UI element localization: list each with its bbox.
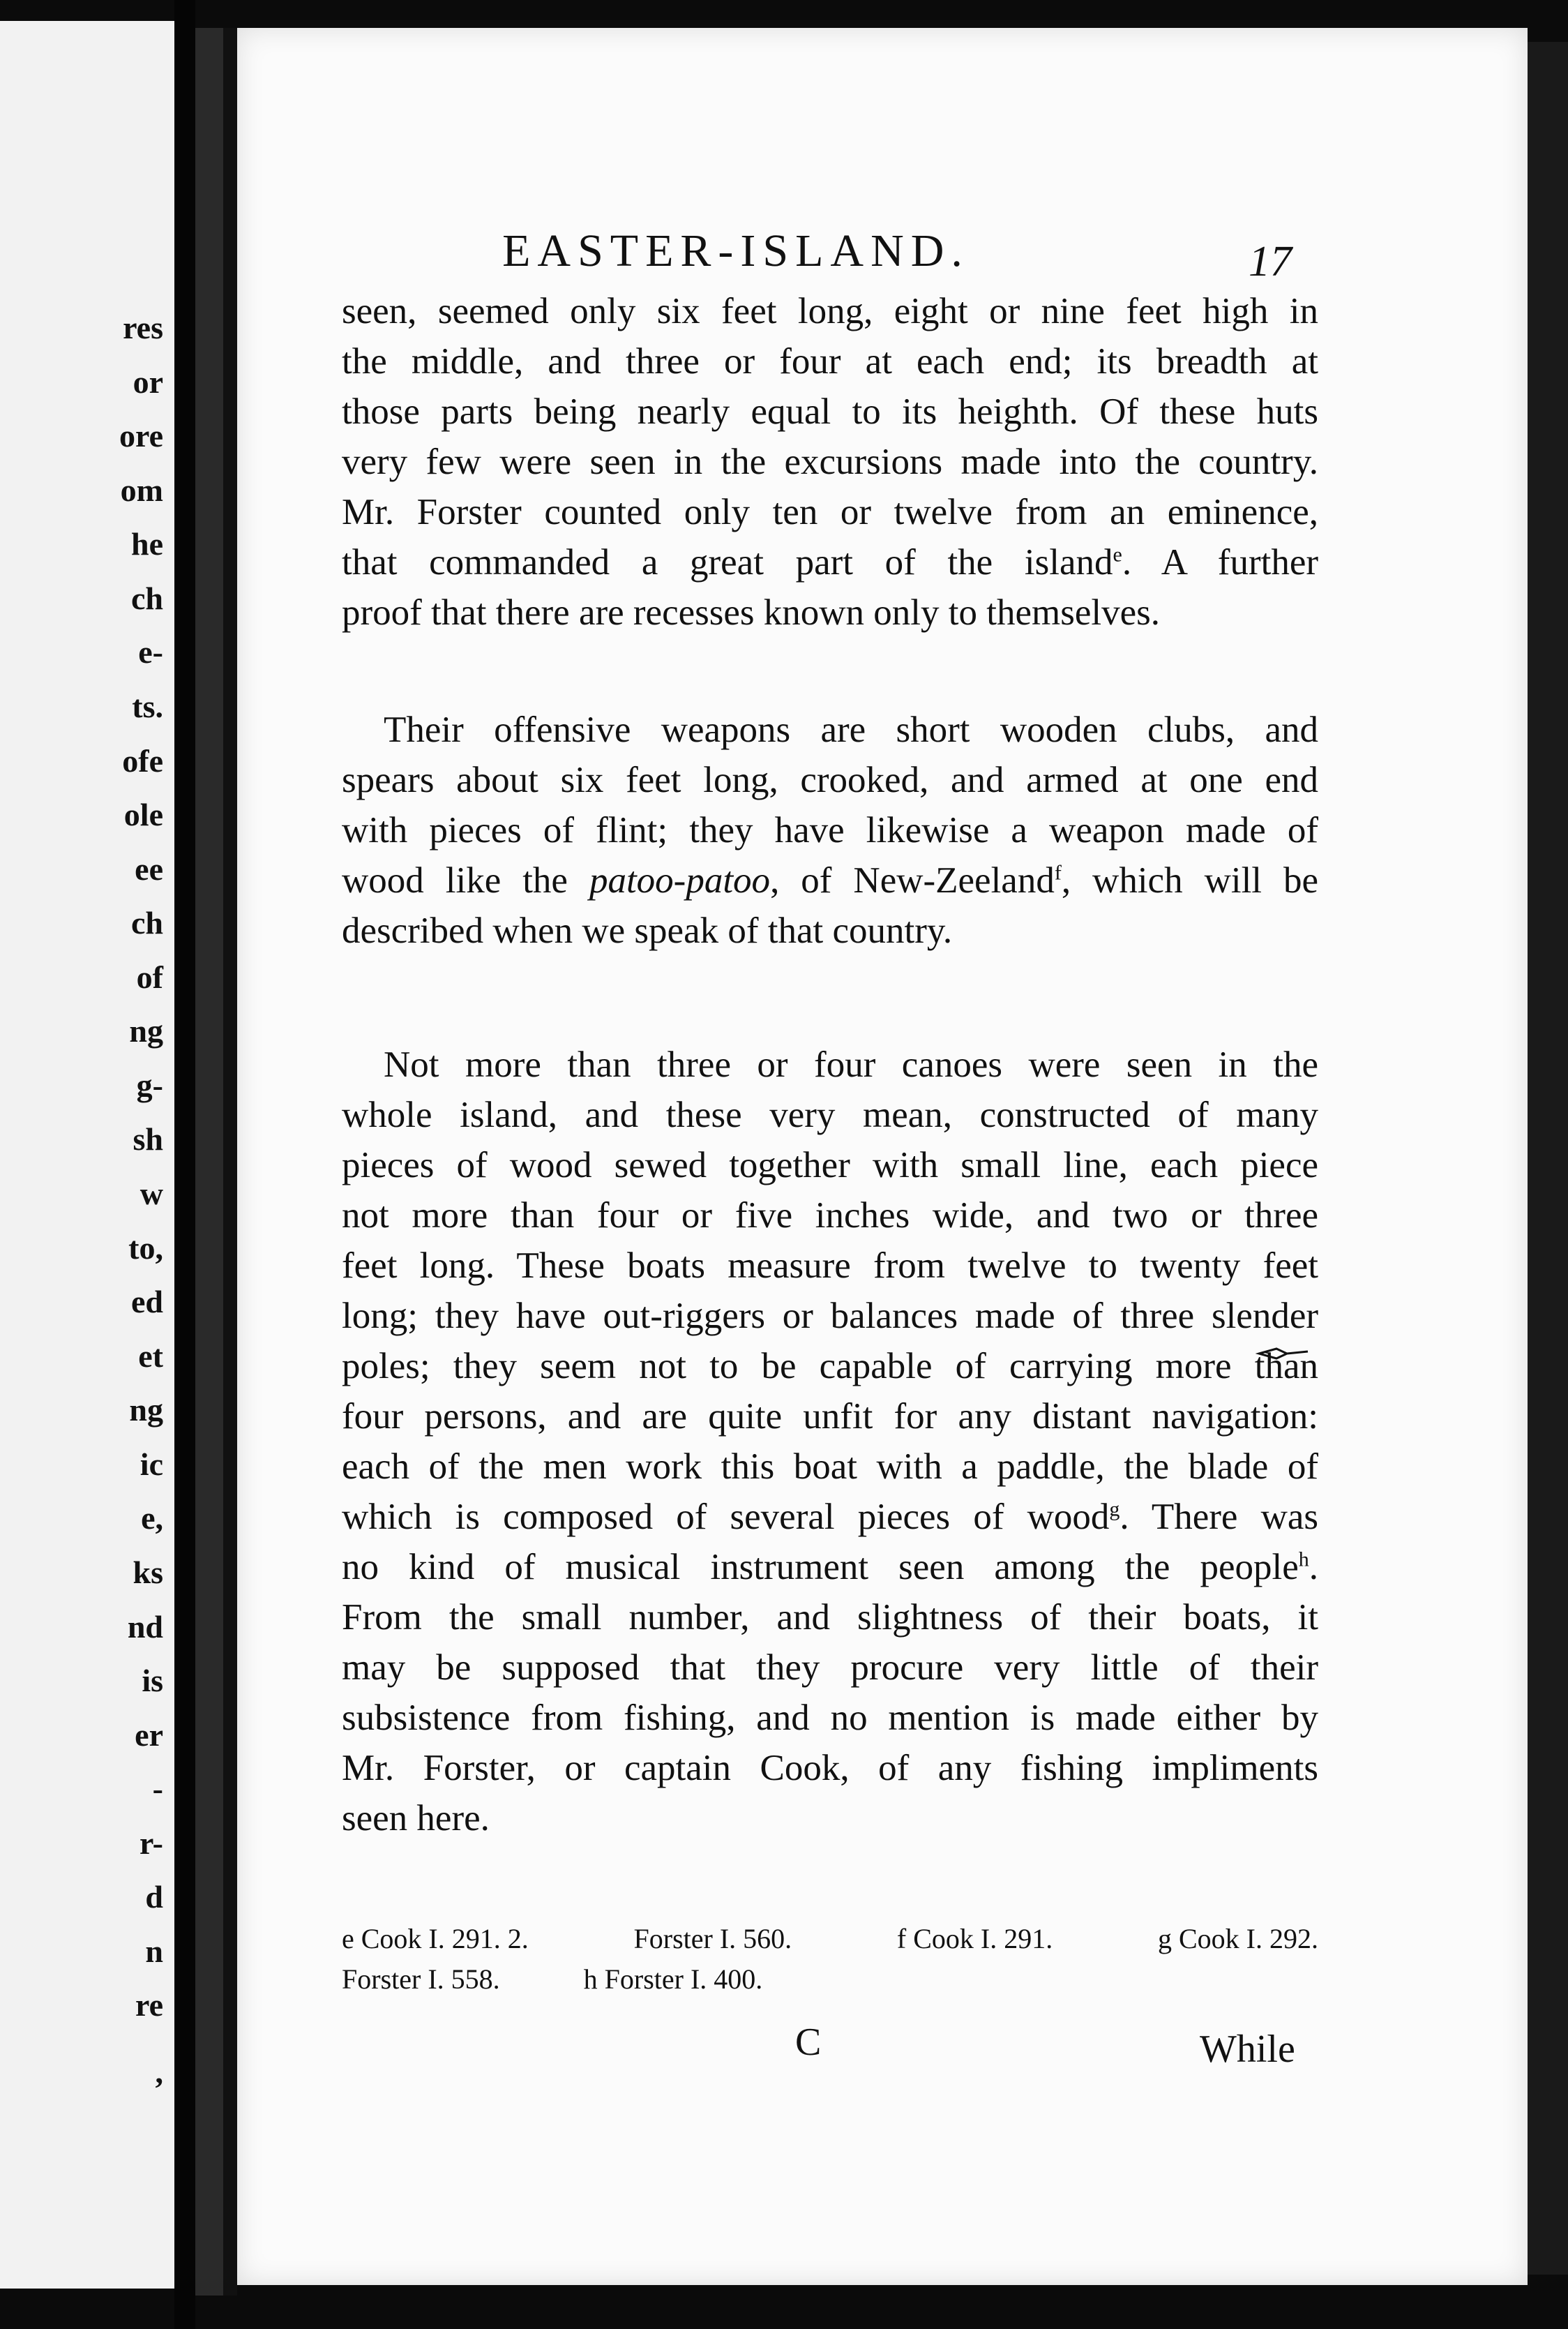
previous-page-fragment: or <box>133 364 163 400</box>
footnote: Forster I. 560. <box>633 1923 792 1954</box>
text-line: not more than four or five inches wide, and two or three <box>342 1195 1318 1236</box>
text-line <box>342 1542 1318 1592</box>
text-line: with pieces of flint; they have likewise a weapon made of <box>342 810 1318 851</box>
text-line: feet long. These boats measure from twelve to twenty feet <box>342 1245 1318 1286</box>
text-line: subsistence from fishing, and no mention is made either by <box>342 1698 1318 1738</box>
text-line: very few were seen in the excursions made into the country. <box>342 442 1318 482</box>
previous-page-fragment: r- <box>139 1825 163 1861</box>
text-line: proof that there are recesses known only to themselves. <box>342 592 1160 633</box>
text-line: pieces of wood sewed together with small line, each piece <box>342 1145 1318 1185</box>
page-right-edge <box>1528 42 1568 2275</box>
text-fragment: that commanded a great part of the island <box>342 542 1113 583</box>
previous-page-fragment: er <box>135 1716 163 1753</box>
text-fragment: , which will be <box>1061 860 1319 901</box>
previous-page-line-endings <box>0 307 167 2093</box>
text-line: seen, seemed only six feet long, eight or nine feet high in <box>342 291 1318 331</box>
previous-page-fragment: et <box>138 1338 163 1374</box>
footnote-marker: h <box>1298 1548 1309 1571</box>
previous-page-fragment: ole <box>123 797 163 833</box>
previous-page-fragment: ore <box>119 418 163 454</box>
previous-page-fragment: ks <box>133 1554 163 1590</box>
text-line: long; they have out-riggers or balances made of three slender <box>342 1296 1318 1336</box>
previous-page-fragment: - <box>152 1771 163 1807</box>
text-line: those parts being nearly equal to its heighth. Of these huts <box>342 391 1318 432</box>
footnote-marker: g <box>1109 1497 1120 1521</box>
italic-term: patoo-patoo <box>589 860 771 901</box>
page-edge-mark-icon <box>1256 1343 1311 1364</box>
footnotes <box>342 1919 1318 2000</box>
text-line <box>342 1492 1318 1542</box>
text-line: the middle, and three or four at each end; its breadth at <box>342 341 1318 382</box>
previous-page-fragment: n <box>145 1933 163 1969</box>
text-line: spears about six feet long, crooked, and armed at one end <box>342 760 1318 800</box>
footnote-marker: e <box>1113 543 1122 567</box>
text-line: each of the men work this boat with a paddle, the blade of <box>342 1446 1318 1487</box>
previous-page-fragment: re <box>135 1987 163 2023</box>
binding-fold <box>223 28 237 2296</box>
running-head: EASTER-ISLAND. <box>502 225 970 276</box>
text-line: four persons, and are quite unfit for any distant navigation: <box>342 1396 1318 1437</box>
binding-gutter <box>174 0 195 2329</box>
text-line: seen here. <box>342 1798 490 1839</box>
previous-page-fragment: w <box>140 1176 163 1211</box>
previous-page-fragment: ch <box>131 905 163 941</box>
paragraph-canoes <box>342 1040 1318 1843</box>
footnote-row <box>342 1919 1318 1959</box>
text-fragment: , of New-Zeeland <box>770 860 1055 901</box>
previous-page-fragment: ee <box>135 851 163 887</box>
previous-page-fragment: ng <box>129 1392 163 1428</box>
text-fragment: . A further <box>1122 542 1319 583</box>
previous-page-fragment: e- <box>138 634 163 671</box>
footnote: h Forster I. 400. <box>583 1963 763 1995</box>
paragraph-huts <box>342 286 1318 638</box>
previous-page-fragment: , <box>155 2053 163 2090</box>
previous-page-fragment: g- <box>136 1067 163 1103</box>
previous-page-fragment: ng <box>129 1013 163 1049</box>
paragraph-weapons <box>342 705 1318 956</box>
previous-page-fragment: sh <box>133 1121 163 1158</box>
text-line <box>342 855 1318 906</box>
text-line: Mr. Forster, or captain Cook, of any fishing impliments <box>342 1748 1318 1788</box>
page-number: 17 <box>1249 238 1292 285</box>
previous-page-fragment: om <box>120 472 163 508</box>
previous-page-edge <box>0 21 174 2289</box>
text-fragment: . There was <box>1120 1497 1318 1537</box>
footnote: Forster I. 558. <box>342 1963 500 1995</box>
previous-page-fragment: ed <box>131 1284 163 1320</box>
previous-page-fragment: res <box>123 310 163 345</box>
previous-page-fragment: ic <box>140 1446 163 1482</box>
previous-page-fragment: ch <box>131 580 163 616</box>
text-line: Their offensive weapons are short wooden clubs, and <box>384 710 1318 750</box>
text-line: Not more than three or four canoes were seen in the <box>384 1044 1318 1085</box>
text-line: poles; they seem not to be capable of carrying more than <box>342 1346 1318 1386</box>
previous-page-fragment: to, <box>128 1229 163 1266</box>
previous-page-fragment: ofe <box>122 742 163 779</box>
footnote: f Cook I. 291. <box>896 1923 1053 1954</box>
previous-page-fragment: he <box>131 526 163 562</box>
text-line <box>342 537 1318 587</box>
text-fragment: no kind of musical instrument seen among the people <box>342 1547 1299 1587</box>
text-fragment: . <box>1309 1547 1318 1587</box>
previous-page-fragment: of <box>136 959 163 995</box>
previous-page-fragment: d <box>145 1879 163 1915</box>
previous-page-fragment: ts. <box>132 688 163 724</box>
text-line: whole island, and these very mean, constructed of many <box>342 1095 1318 1135</box>
previous-page-fragment: nd <box>127 1608 163 1645</box>
footnote-marker: f <box>1054 861 1062 885</box>
footnote: e Cook I. 291. 2. <box>342 1923 529 1954</box>
text-line: described when we speak of that country. <box>342 911 953 951</box>
text-fragment: which is composed of several pieces of wood <box>342 1497 1110 1537</box>
footnote: g Cook I. 292. <box>1157 1923 1318 1954</box>
catchword: While <box>1200 2028 1295 2071</box>
footnote-row <box>342 1959 1318 2000</box>
signature-mark: C <box>795 2021 822 2064</box>
previous-page-fragment: e, <box>141 1500 163 1536</box>
text-line: Mr. Forster counted only ten or twelve from an eminence, <box>342 492 1318 532</box>
text-line: may be supposed that they procure very little of their <box>342 1647 1318 1688</box>
previous-page-fragment: is <box>142 1663 163 1699</box>
text-line: From the small number, and slightness of their boats, it <box>342 1597 1318 1638</box>
text-fragment: wood like the <box>342 860 589 901</box>
